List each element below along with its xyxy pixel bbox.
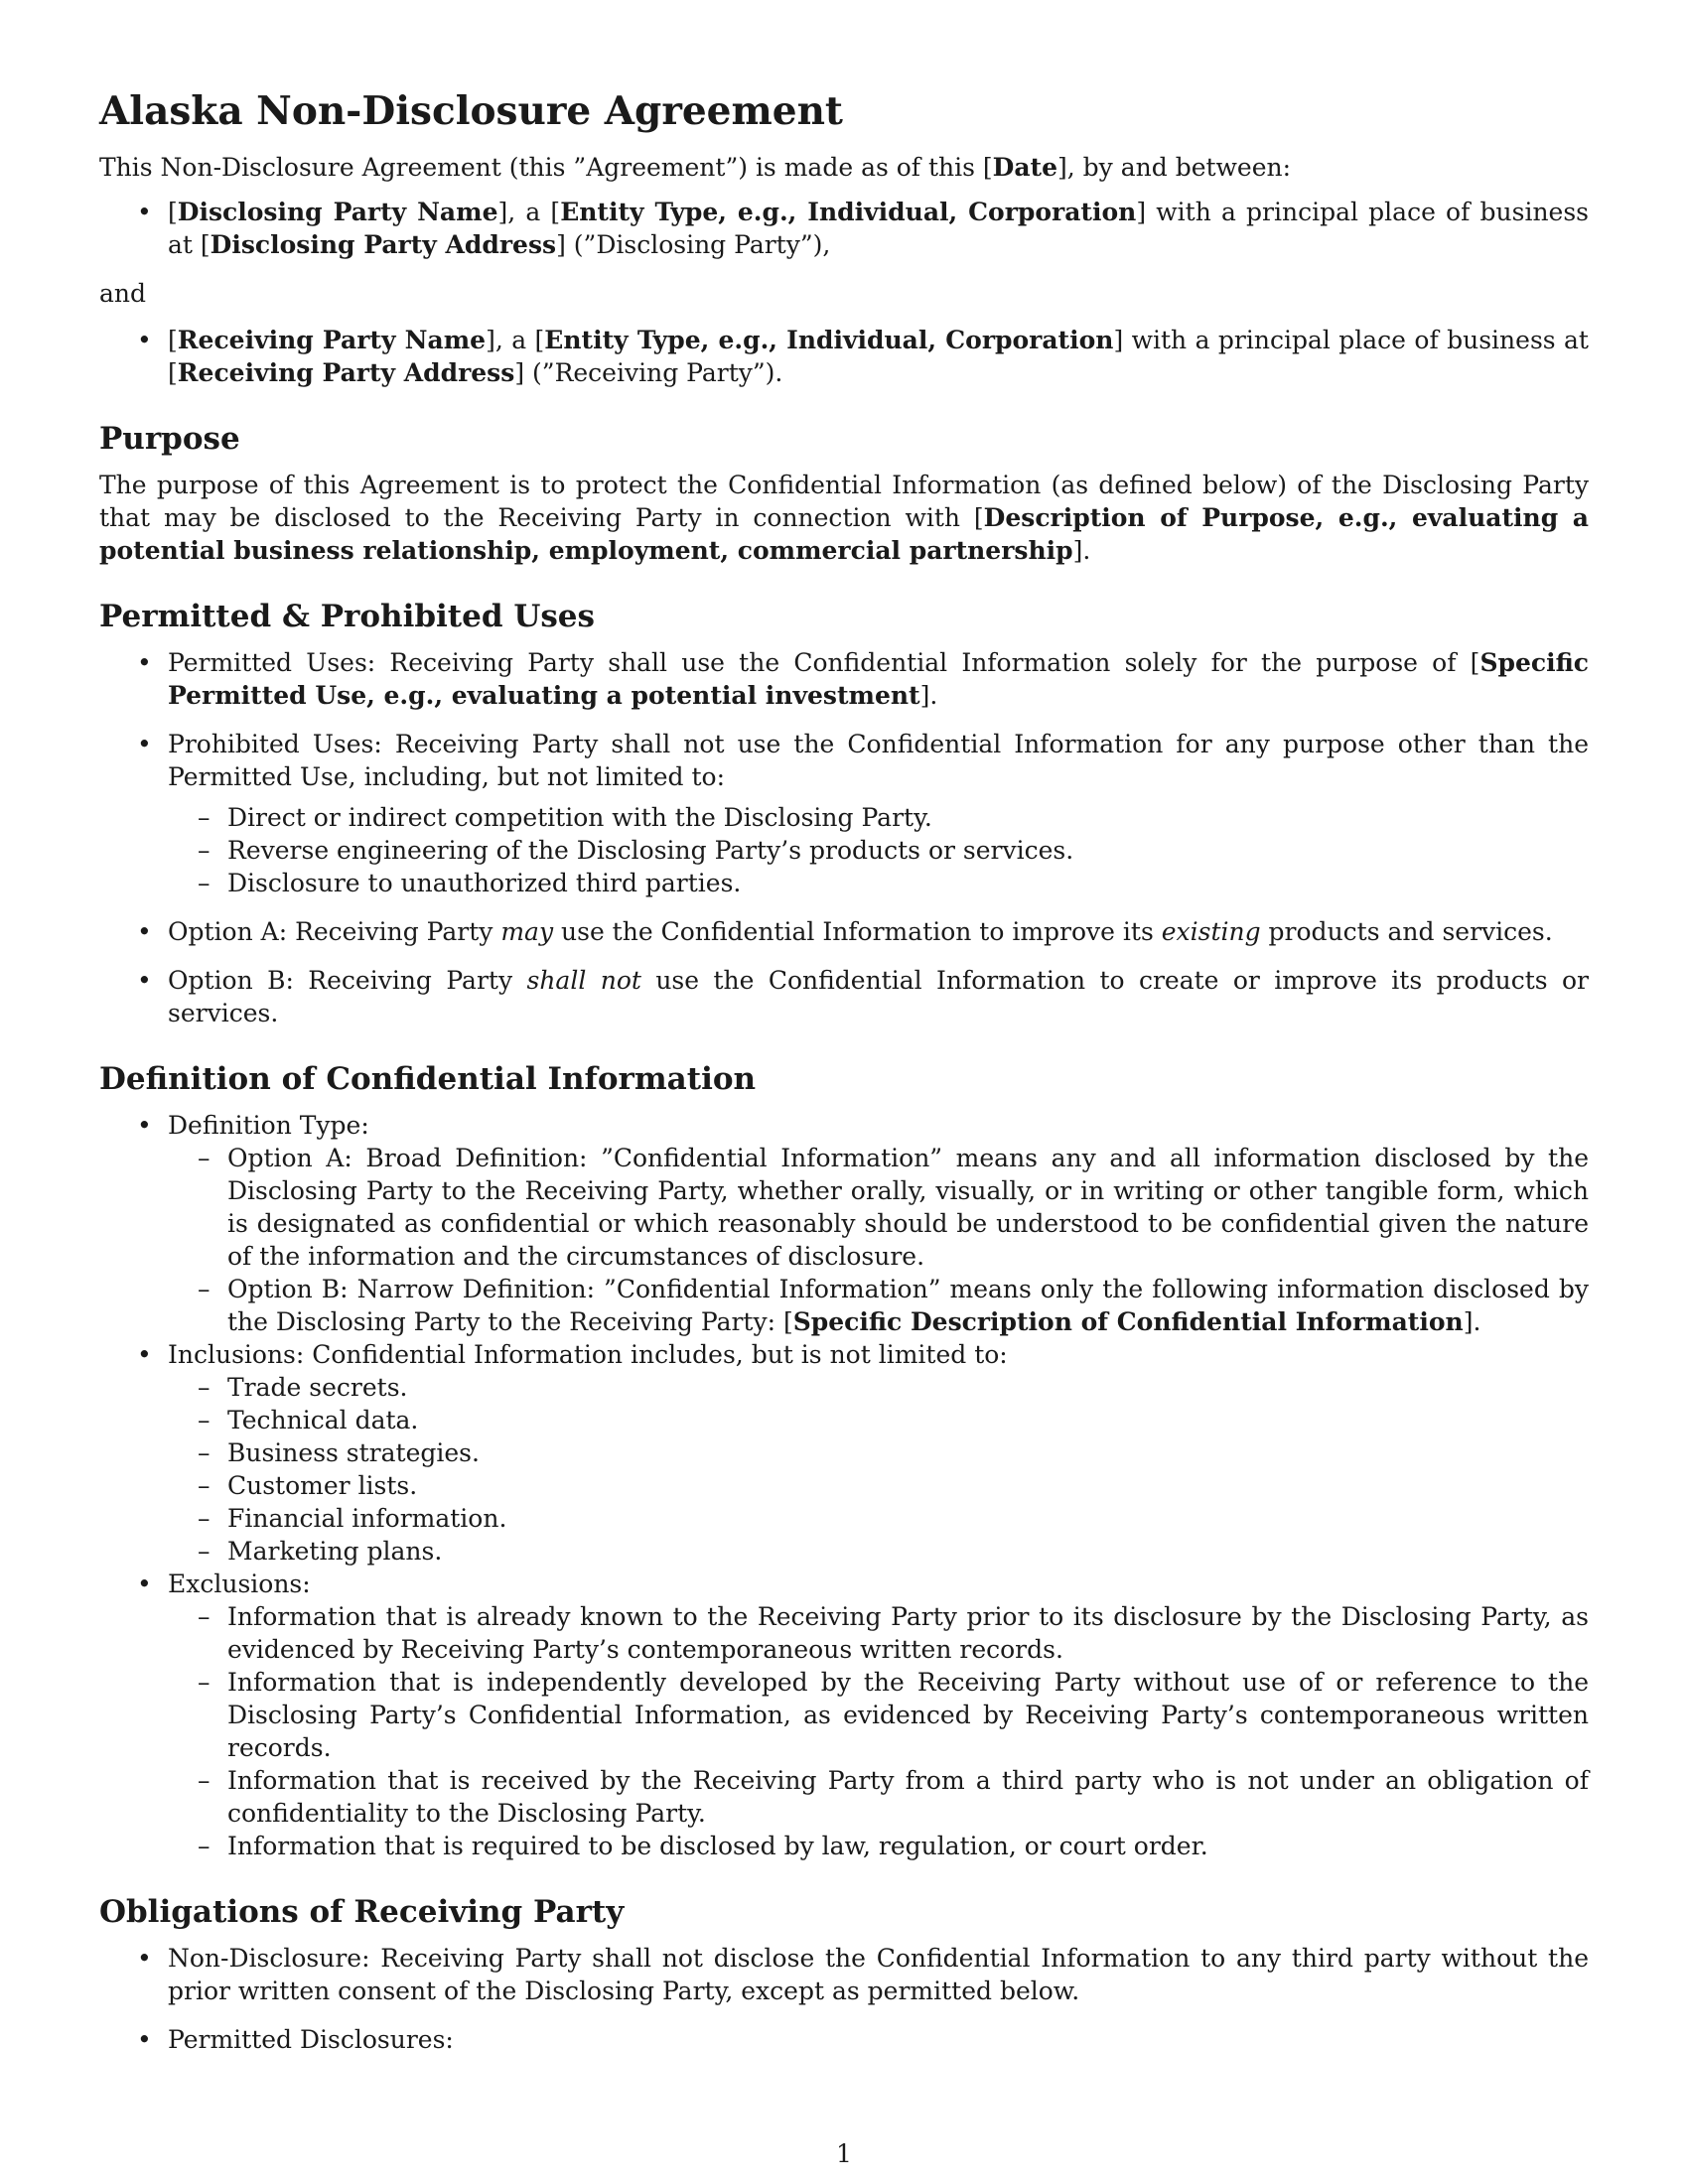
- prohibited-uses-item: • Prohibited Uses: Receiving Party shall not use the Confidential Information for any purpose other than the Permitted Use, including, but not limited to: – Direct or indirect competition with the Disclosing Party. – Reverse engineering of the Disclosing Party’s products or services. – Disclosure to unauthorized third parties.: [99, 728, 1589, 899]
- definition-type-sublist: [168, 1142, 1589, 1338]
- intro-text: This Non-Disclosure Agreement (this ”Agreement”) is made as of this [: [99, 153, 993, 182]
- list-item: – Financial information.: [168, 1502, 1589, 1535]
- document-page: [99, 87, 1589, 2072]
- intro-text-end: ], by and between:: [1057, 153, 1292, 182]
- list-item: – Disclosure to unauthorized third parties.: [168, 867, 1589, 899]
- disclosing-party-address: Disclosing Party Address: [210, 230, 557, 259]
- page-number: 1: [836, 2139, 852, 2168]
- list-item: – Customer lists.: [168, 1469, 1589, 1502]
- list-item: – Option A: Broad Definition: ”Confidential Information” means any and all information disclosed by the Disclosing Party to the Receiving Party, whether orally, visually, or in writing or other tangible form, which is designated as confidential or which reasonably should be understood to be confidential given the nature of the information and the circumstances of disclosure.: [168, 1142, 1589, 1273]
- uses-list: [99, 646, 1589, 1029]
- disclosing-party-list: [99, 196, 1589, 261]
- option-a-item: • Option A: Receiving Party may use the Confidential Information to improve its existing products and services.: [99, 915, 1589, 948]
- date-placeholder: Date: [992, 153, 1058, 182]
- purpose-heading: Purpose: [99, 421, 240, 457]
- receiving-party-name: Receiving Party Name: [177, 326, 487, 354]
- disclosing-party-item: • [Disclosing Party Name], a [Entity Type, e.g., Individual, Corporation] with a principal place of business at [Disclosing Party Address] (”Disclosing Party”),: [99, 196, 1589, 261]
- list-item: – Information that is already known to the Receiving Party prior to its disclosure by the Disclosing Party, as evidenced by Receiving Party’s contemporaneous written records.: [168, 1600, 1589, 1666]
- list-item: – Option B: Narrow Definition: ”Confidential Information” means only the following information disclosed by the Disclosing Party to the Receiving Party: [Specific Description of Confidential Information].: [168, 1273, 1589, 1338]
- receiving-entity-type: Entity Type, e.g., Individual, Corporation: [544, 326, 1114, 354]
- non-disclosure-item: • Non-Disclosure: Receiving Party shall not disclose the Confidential Information to any third party without the prior written consent of the Disclosing Party, except as permitted below.: [99, 1942, 1589, 2007]
- receiving-party-item: • [Receiving Party Name], a [Entity Type, e.g., Individual, Corporation] with a principal place of business at [Receiving Party Address] (”Receiving Party”).: [99, 324, 1589, 389]
- document-title: Alaska Non-Disclosure Agreement: [99, 88, 843, 134]
- permitted-disclosures-item: • Permitted Disclosures:: [99, 2023, 1589, 2056]
- option-b-item: • Option B: Receiving Party shall not use the Confidential Information to create or improve its products or services.: [99, 964, 1589, 1029]
- definition-heading: Definition of Confidential Information: [99, 1061, 757, 1097]
- and-connector: and: [99, 279, 147, 308]
- intro-paragraph: [99, 151, 1589, 184]
- list-item: – Information that is received by the Receiving Party from a third party who is not under an obligation of confidentiality to the Disclosing Party.: [168, 1764, 1589, 1830]
- list-item: – Technical data.: [168, 1404, 1589, 1436]
- list-item: – Business strategies.: [168, 1436, 1589, 1469]
- disclosing-party-name: Disclosing Party Name: [177, 198, 498, 226]
- exclusions-sublist: [168, 1600, 1589, 1862]
- purpose-paragraph: The purpose of this Agreement is to protect the Confidential Information (as defined below) of the Disclosing Party that may be disclosed to the Receiving Party in connection with [Description of Purpose, e.g., evaluating a potential business relationship, employment, commercial partnership].: [99, 471, 1589, 565]
- list-item: – Direct or indirect competition with the Disclosing Party.: [168, 801, 1589, 834]
- list-item: – Information that is required to be disclosed by law, regulation, or court order.: [168, 1830, 1589, 1862]
- definition-list: [99, 1109, 1589, 1862]
- list-item: – Trade secrets.: [168, 1371, 1589, 1404]
- definition-type-item: • Definition Type: – Option A: Broad Definition: ”Confidential Information” means any and all information disclosed by the Disclosing Party to the Receiving Party, whether orally, visually, or in writing or other tangible form, which is designated as confidential or which reasonably should be understood to be confidential given the nature of the information and the circumstances of disclosure. – Option B: Narrow Definition: ”Confidential Information” means only the following information disclosed by the Disclosing Party to the Receiving Party: [Specific Description of Confidential Information].: [99, 1109, 1589, 1338]
- receiving-party-address: Receiving Party Address: [177, 358, 515, 387]
- list-item: – Information that is independently developed by the Receiving Party without use of or reference to the Disclosing Party’s Confidential Information, as evidenced by Receiving Party’s contemporaneous written records.: [168, 1666, 1589, 1764]
- list-item: – Marketing plans.: [168, 1535, 1589, 1568]
- confidential-description-placeholder: Specific Description of Confidential Information: [792, 1307, 1464, 1336]
- prohibited-uses-sublist: [168, 801, 1589, 899]
- inclusions-sublist: [168, 1371, 1589, 1568]
- permitted-use-placeholder: Specific Permitted Use, e.g., evaluating a potential investment: [168, 648, 1589, 710]
- disclosing-entity-type: Entity Type, e.g., Individual, Corporation: [560, 198, 1137, 226]
- obligations-heading: Obligations of Receiving Party: [99, 1894, 625, 1930]
- uses-heading: Permitted & Prohibited Uses: [99, 599, 595, 634]
- exclusions-item: • Exclusions: – Information that is already known to the Receiving Party prior to its disclosure by the Disclosing Party, as evidenced by Receiving Party’s contemporaneous written records. – Information that is independently developed by the Receiving Party without use of or reference to the Disclosing Party’s Confidential Information, as evidenced by Receiving Party’s contemporaneous written records. – Information that is received by the Receiving Party from a third party who is not under an obligation of confidentiality to the Disclosing Party. – Information that is required to be disclosed by law, regulation, or court order.: [99, 1568, 1589, 1862]
- purpose-placeholder: Description of Purpose, e.g., evaluating a potential business relationship, employment, commercial partnership: [99, 503, 1589, 565]
- inclusions-item: • Inclusions: Confidential Information includes, but is not limited to: – Trade secrets. – Technical data. – Business strategies. – Customer lists. – Financial information. – Marketing plans.: [99, 1338, 1589, 1568]
- permitted-uses-item: • Permitted Uses: Receiving Party shall use the Confidential Information solely for the purpose of [Specific Permitted Use, e.g., evaluating a potential investment].: [99, 646, 1589, 712]
- obligations-list: [99, 1942, 1589, 2056]
- receiving-party-list: [99, 324, 1589, 389]
- list-item: – Reverse engineering of the Disclosing Party’s products or services.: [168, 834, 1589, 867]
